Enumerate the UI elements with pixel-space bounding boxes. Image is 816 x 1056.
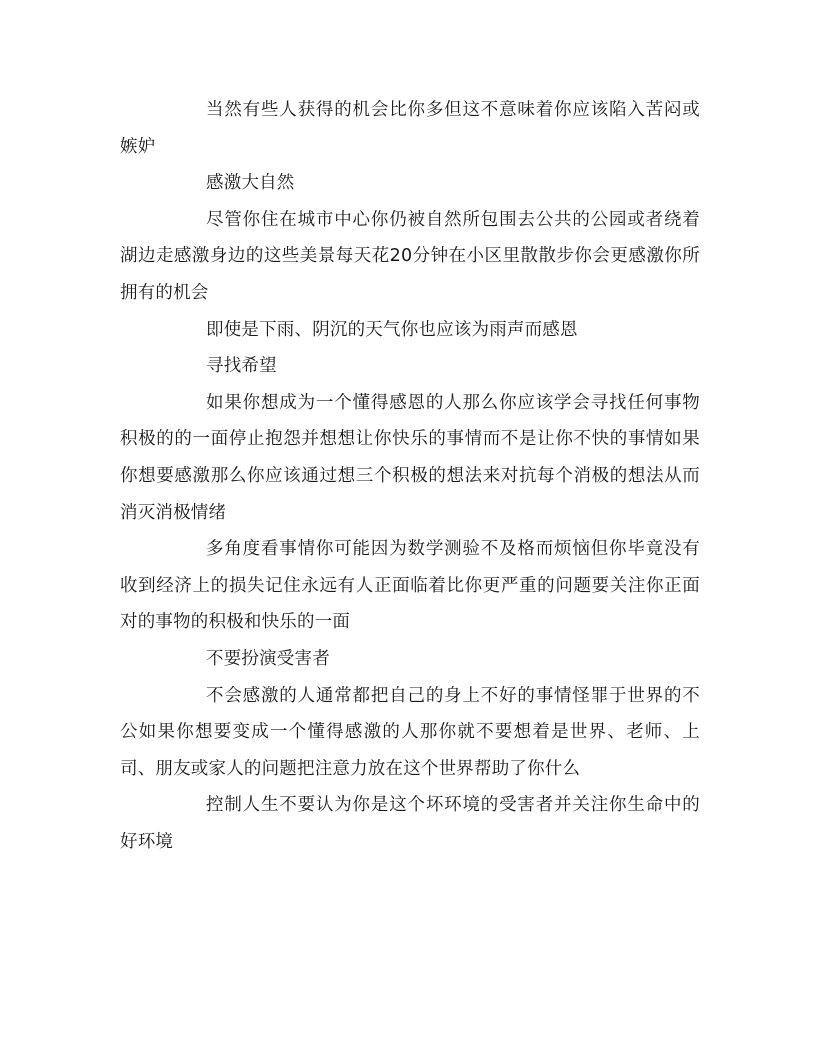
document-body xyxy=(120,92,700,860)
paragraph-control-life: 控制人生不要认为你是这个坏环境的受害者并关注你生命中的好环境 xyxy=(120,795,700,852)
heading-find-hope: 寻找希望 xyxy=(206,356,277,377)
paragraph-rain: 即使是下雨、阴沉的天气你也应该为雨声而感恩 xyxy=(206,319,578,340)
paragraph-envy: 当然有些人获得的机会比你多但这不意味着你应该陷入苦闷或嫉妒 xyxy=(120,100,700,157)
paragraph-nature: 尽管你住在城市中心你仍被自然所包围去公共的公园或者绕着湖边走感激身边的这些美景每天花20分钟在小区里散散步你会更感激你所拥有的机会 xyxy=(120,209,700,303)
paragraph-perspective: 多角度看事情你可能因为数学测验不及格而烦恼但你毕竟没有收到经济上的损失记住永远有人正面临着比你更严重的问题要关注你正面对的事物的积极和快乐的一面 xyxy=(120,539,700,633)
heading-appreciate-nature: 感激大自然 xyxy=(206,173,295,194)
paragraph-victim: 不会感激的人通常都把自己的身上不好的事情怪罪于世界的不公如果你想要变成一个懂得感激的人那你就不要想着是世界、老师、上司、朋友或家人的问题把注意力放在这个世界帮助了你什么 xyxy=(120,685,700,779)
heading-not-victim: 不要扮演受害者 xyxy=(206,648,330,669)
paragraph-hope: 如果你想成为一个懂得感恩的人那么你应该学会寻找任何事物积极的的一面停止抱怨并想想让你快乐的事情而不是让你不快的事情如果你想要感激那么你应该通过想三个积极的想法来对抗每个消极的想法从而消灭消极情绪 xyxy=(120,392,700,523)
